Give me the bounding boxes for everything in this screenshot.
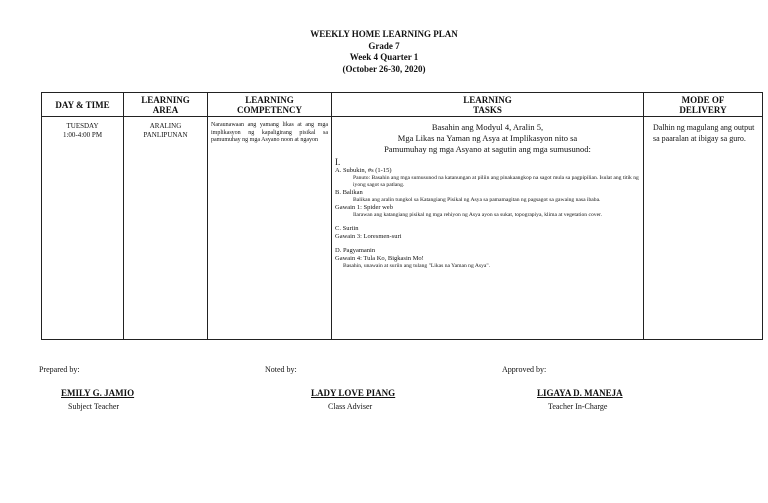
col-header-mode: MODE OF DELIVERY — [644, 93, 763, 117]
table-header-row — [42, 93, 763, 117]
task-d-gawain: Gawain 4: Tula Ko, Bigkasin Mo! — [335, 255, 424, 262]
date-range: (October 26-30, 2020) — [342, 63, 426, 74]
plan-title: WEEKLY HOME LEARNING PLAN — [310, 29, 458, 39]
time-label: 1:00-4:00 PM — [62, 131, 103, 139]
task-b-gawain: Gawain 1: Spider web — [335, 204, 393, 211]
task-a-detail: Panuto: Basahin ang mga sumusunod na katanungan at piliin ang pinakaangkop na sagot mula sa pagpipilian. Isulat ang titik ng iyong sagot sa patlang. — [353, 175, 639, 188]
mode-of-delivery-cell — [644, 117, 763, 340]
col-header-learning-area: LEARNING AREA — [124, 93, 208, 117]
approved-by-role: Teacher In-Charge — [548, 402, 608, 411]
competency-text: Naraunawaan ang yamang likas at ang mga implikasyon ng kapaligirang pisikal sa pamumuhay ng mga Asyano noon at ngayon — [211, 122, 328, 143]
approved-by-label: Approved by: — [502, 365, 547, 374]
noted-by-role: Class Adviser — [328, 402, 373, 411]
task-d-label: D. Pagyamanin — [335, 247, 376, 254]
approved-by-name: LIGAYA D. MANEJA — [537, 388, 623, 398]
noted-by-name: LADY LOVE PIANG — [311, 388, 396, 398]
tasks-cell — [332, 117, 644, 340]
prepared-by-name: EMILY G. JAMIO — [61, 388, 135, 398]
day-time-cell — [42, 117, 124, 340]
task-b-label: B. Balikan — [335, 189, 363, 196]
col-header-competency: LEARNING COMPETENCY — [208, 93, 332, 117]
col-header-day-time: DAY & TIME — [42, 93, 124, 117]
day-label: TUESDAY — [66, 122, 99, 130]
col-header-tasks: LEARNING TASKS — [332, 93, 644, 117]
page-header — [0, 29, 768, 75]
task-b-detail: Balikan ang aralin tungkol sa Katangiang Pisikal ng Asya sa pamamagitan ng pagsagot sa gawaing nasa ibaba. — [353, 197, 601, 203]
task-b-gawain-detail: Ilarawan ang katangiang pisikal ng mga rehiyon ng Asya ayon sa sukat, topograpiya, klima at vegetation cover. — [353, 212, 603, 218]
week-label: Week 4 Quarter 1 — [349, 52, 419, 62]
prepared-by-role: Subject Teacher — [68, 402, 120, 411]
grade-label: Grade 7 — [368, 40, 400, 51]
noted-by-label: Noted by: — [265, 365, 297, 374]
area-line-1: ARALING — [149, 122, 182, 130]
task-d-detail: Basahin, unawain at suriin ang tulang "Likas na Yaman ng Asya". — [343, 263, 491, 269]
task-a-label: A. Subukin, #s (1-15) — [335, 167, 392, 174]
tasks-intro — [335, 122, 640, 155]
prepared-by-label: Prepared by: — [39, 365, 80, 374]
table-row — [42, 117, 763, 340]
tasks-intro-line-1: Basahin ang Modyul 4, Aralin 5, — [431, 122, 544, 132]
competency-cell — [208, 117, 332, 340]
tasks-intro-line-3: Pamumuhay ng mga Asyano at sagutin ang mga sumusunod: — [384, 144, 591, 154]
mode-text: Dalhin ng magulang ang output sa paaralan at ibigay sa guro. — [653, 123, 755, 143]
task-c-gawain: Gawain 3: Loresmen-suri — [335, 233, 402, 240]
section-roman-numeral: I. — [335, 157, 341, 167]
learning-plan-table — [41, 92, 763, 340]
learning-area-cell — [124, 117, 208, 340]
tasks-intro-line-2: Mga Likas na Yaman ng Asya at Implikasyon nito sa — [397, 133, 578, 143]
task-c-label: C. Suriin — [335, 225, 359, 232]
area-line-2: PANLIPUNAN — [143, 131, 188, 139]
